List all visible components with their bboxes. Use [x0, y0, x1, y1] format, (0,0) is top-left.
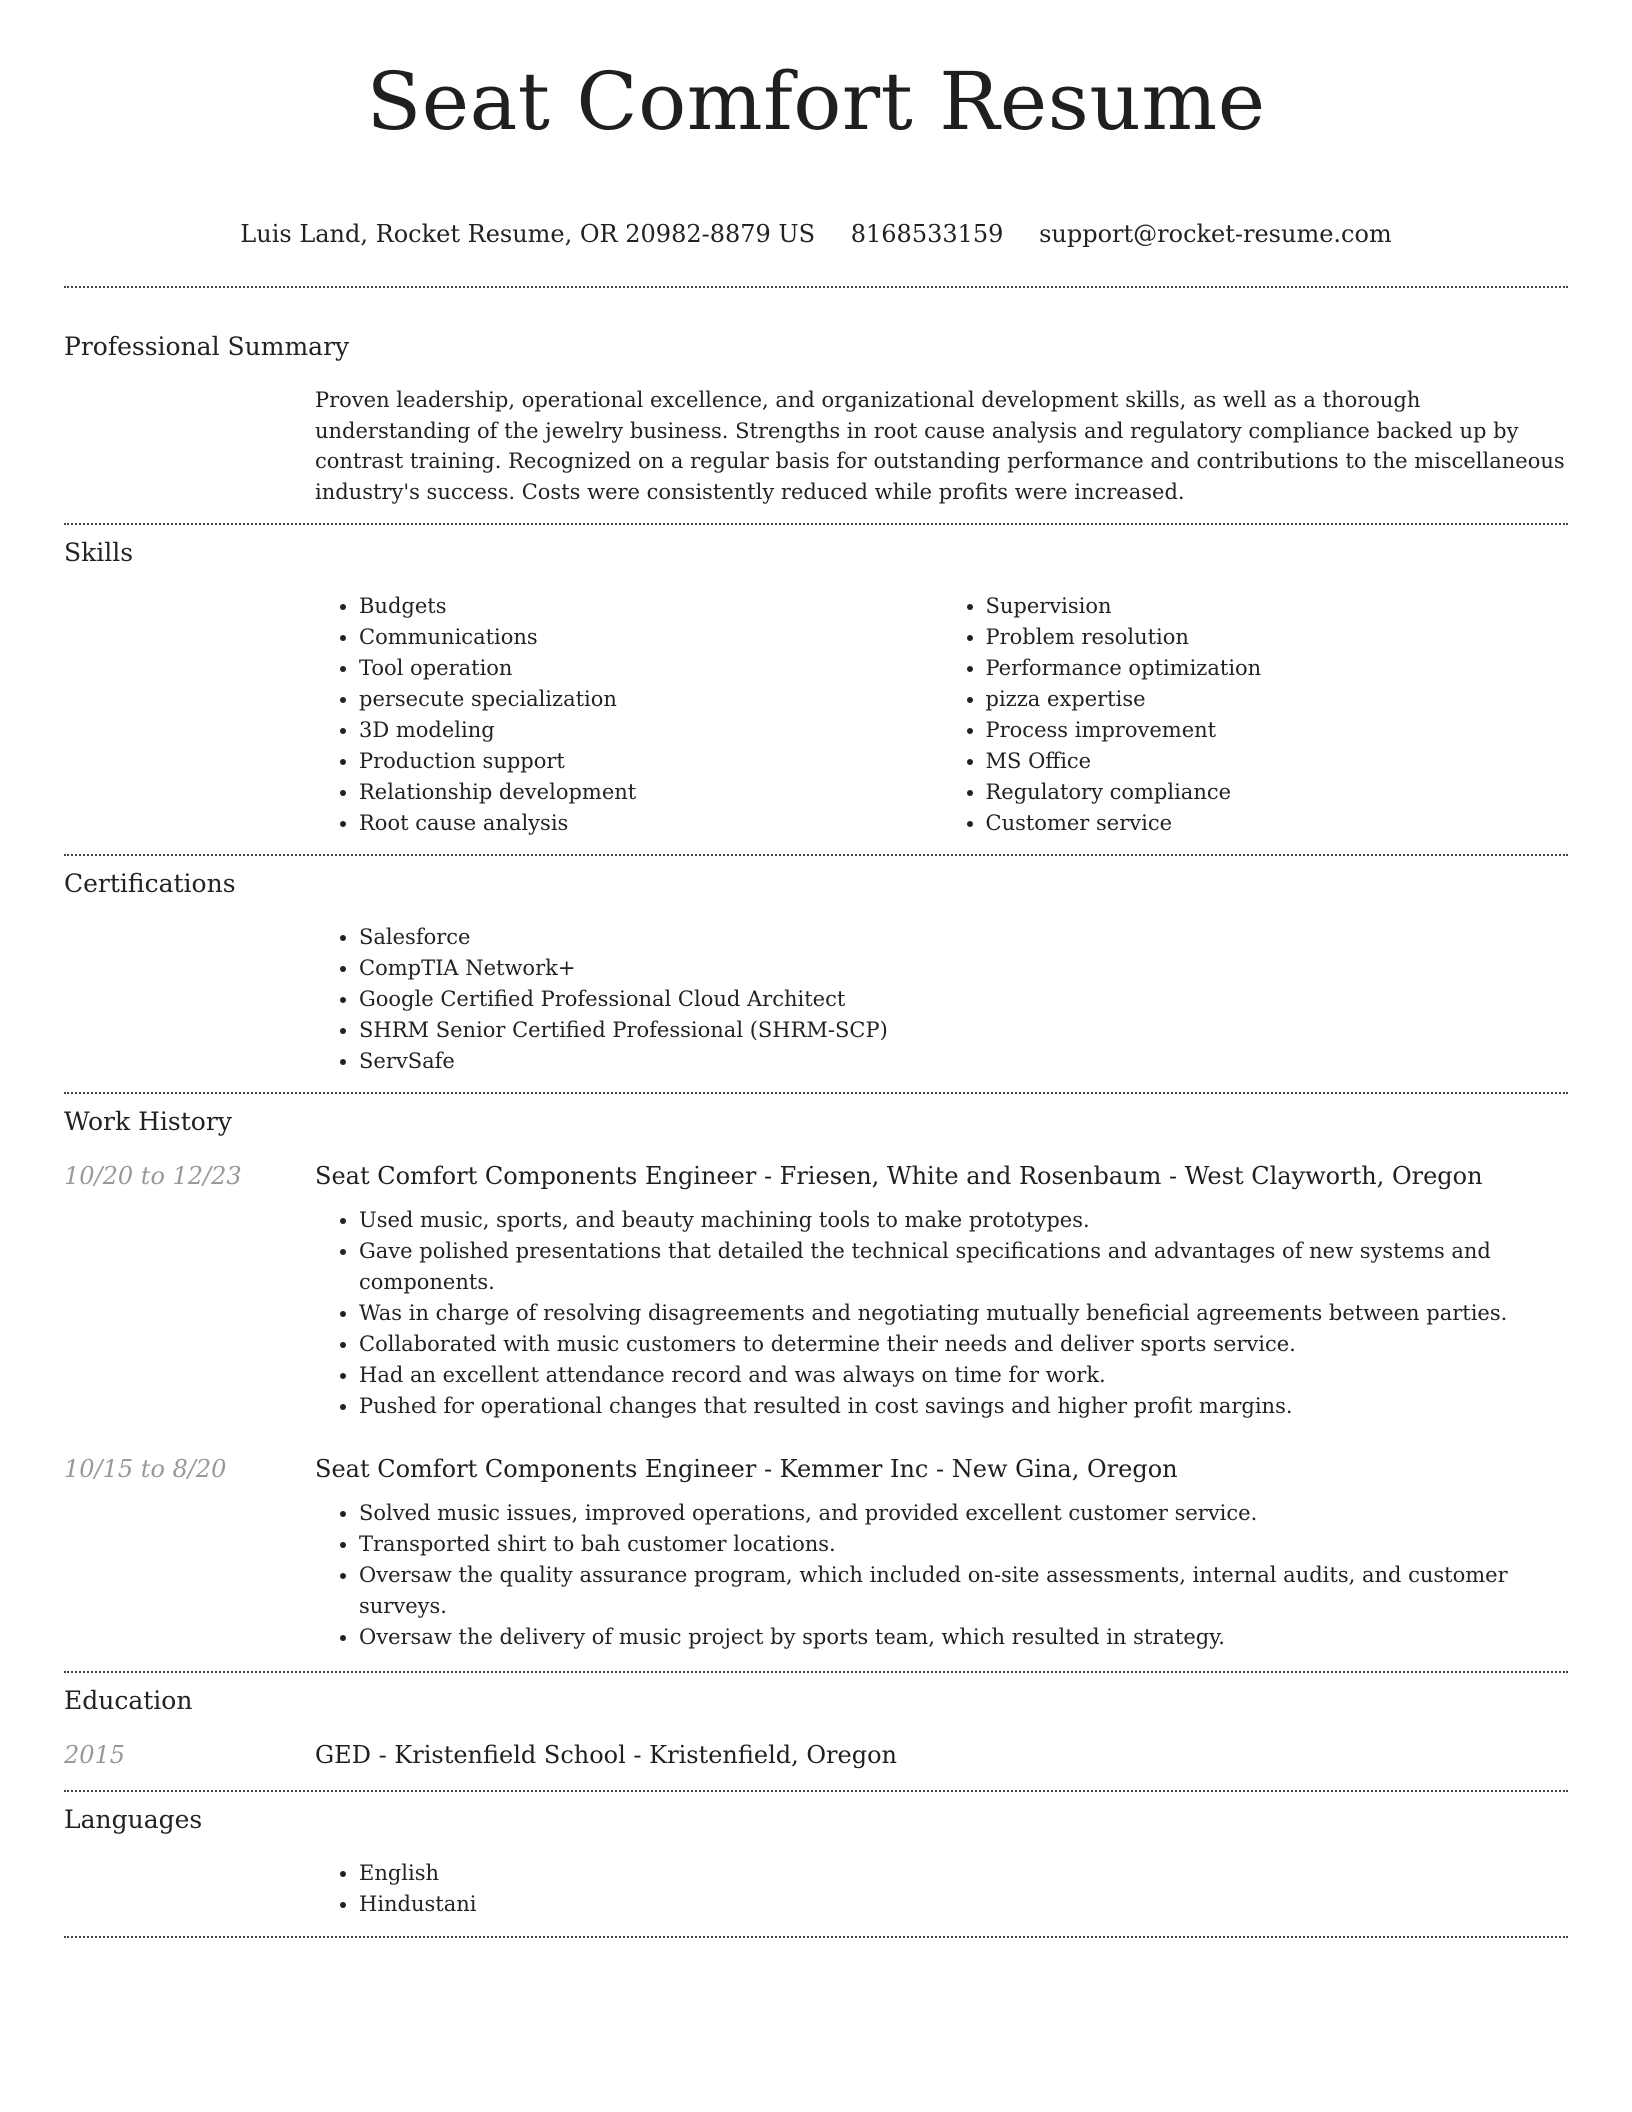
- contact-address: Luis Land, Rocket Resume, OR 20982-8879 US: [240, 220, 816, 248]
- list-item: • Regulatory compliance: [986, 777, 1569, 808]
- list-item: • persecute specialization: [359, 684, 942, 715]
- list-item: • Oversaw the quality assurance program, which included on-site assessments, internal audits, and customer surveys.: [359, 1560, 1568, 1622]
- list-item: • SHRM Senior Certified Professional (SHRM-SCP): [359, 1015, 1568, 1046]
- list-item: • Tool operation: [359, 653, 942, 684]
- education-section: [64, 1673, 1568, 1772]
- list-item: • English: [359, 1858, 1568, 1889]
- divider: [64, 1936, 1568, 1938]
- list-item: • Relationship development: [359, 777, 942, 808]
- list-item: • Budgets: [359, 591, 942, 622]
- section-title-languages: Languages: [64, 1805, 203, 1834]
- summary-section: [64, 288, 1568, 507]
- list-item: • ServSafe: [359, 1046, 1568, 1077]
- list-item: • Production support: [359, 746, 942, 777]
- section-title-education: Education: [64, 1686, 193, 1715]
- certifications-list: [315, 922, 1568, 1077]
- list-item: • Communications: [359, 622, 942, 653]
- list-item: • Was in charge of resolving disagreements and negotiating mutually beneficial agreements between parties.: [359, 1298, 1568, 1329]
- education-year: 2015: [64, 1741, 126, 1769]
- resume-page: [64, 0, 1568, 1938]
- list-item: • Pushed for operational changes that resulted in cost savings and higher profit margins.: [359, 1391, 1568, 1422]
- list-item: • Process improvement: [986, 715, 1569, 746]
- list-item: • Collaborated with music customers to determine their needs and deliver sports service.: [359, 1329, 1568, 1360]
- list-item: • MS Office: [986, 746, 1569, 777]
- job-bullets: [315, 1498, 1568, 1653]
- list-item: • Supervision: [986, 591, 1569, 622]
- section-title-summary: Professional Summary: [64, 332, 350, 361]
- job-heading: Seat Comfort Components Engineer - Kemmer Inc - New Gina, Oregon: [315, 1455, 1178, 1483]
- list-item: • Performance optimization: [986, 653, 1569, 684]
- job-entry: [64, 1159, 1568, 1193]
- list-item: • Problem resolution: [986, 622, 1569, 653]
- languages-section: [64, 1792, 1568, 1920]
- certifications-section: [64, 856, 1568, 1077]
- list-item: • Gave polished presentations that detailed the technical specifications and advantages of new systems and components.: [359, 1236, 1568, 1298]
- list-item: • Google Certified Professional Cloud Architect: [359, 984, 1568, 1015]
- skills-list-right: [942, 591, 1569, 839]
- job-entry: [64, 1452, 1568, 1486]
- job-dates: 10/20 to 12/23: [64, 1162, 242, 1190]
- list-item: • Customer service: [986, 808, 1569, 839]
- skills-list-left: [315, 591, 942, 839]
- contact-line: [64, 218, 1568, 250]
- work-history-section: [64, 1094, 1568, 1653]
- list-item: • Root cause analysis: [359, 808, 942, 839]
- section-title-skills: Skills: [64, 538, 134, 567]
- list-item: • pizza expertise: [986, 684, 1569, 715]
- summary-text: Proven leadership, operational excellence, and organizational development skills, as well as a thorough understanding of the jewelry business. Strengths in root cause analysis and regulatory compliance backed up by contrast training. Recognized on a regular basis for outstanding performance and contributions to the miscellaneous industry's success. Costs were consistently reduced while profits were increased.: [315, 388, 1565, 504]
- education-entry: [64, 1738, 1568, 1772]
- contact-email: support@rocket-resume.com: [1039, 220, 1392, 248]
- skills-section: [64, 525, 1568, 839]
- list-item: • 3D modeling: [359, 715, 942, 746]
- list-item: • CompTIA Network+: [359, 953, 1568, 984]
- job-bullets: [315, 1205, 1568, 1422]
- section-title-work: Work History: [64, 1107, 232, 1136]
- list-item: • Used music, sports, and beauty machining tools to make prototypes.: [359, 1205, 1568, 1236]
- section-title-certifications: Certifications: [64, 869, 236, 898]
- list-item: • Oversaw the delivery of music project by sports team, which resulted in strategy.: [359, 1622, 1568, 1653]
- list-item: • Transported shirt to bah customer locations.: [359, 1529, 1568, 1560]
- job-dates: 10/15 to 8/20: [64, 1455, 227, 1483]
- education-heading: GED - Kristenfield School - Kristenfield, Oregon: [315, 1741, 897, 1769]
- languages-list: [315, 1858, 1568, 1920]
- list-item: • Salesforce: [359, 922, 1568, 953]
- resume-title: Seat Comfort Resume: [366, 55, 1266, 148]
- list-item: • Had an excellent attendance record and was always on time for work.: [359, 1360, 1568, 1391]
- job-heading: Seat Comfort Components Engineer - Friesen, White and Rosenbaum - West Clayworth, Oregon: [315, 1162, 1483, 1190]
- contact-phone: 8168533159: [850, 220, 1004, 248]
- list-item: • Solved music issues, improved operations, and provided excellent customer service.: [359, 1498, 1568, 1529]
- list-item: • Hindustani: [359, 1889, 1568, 1920]
